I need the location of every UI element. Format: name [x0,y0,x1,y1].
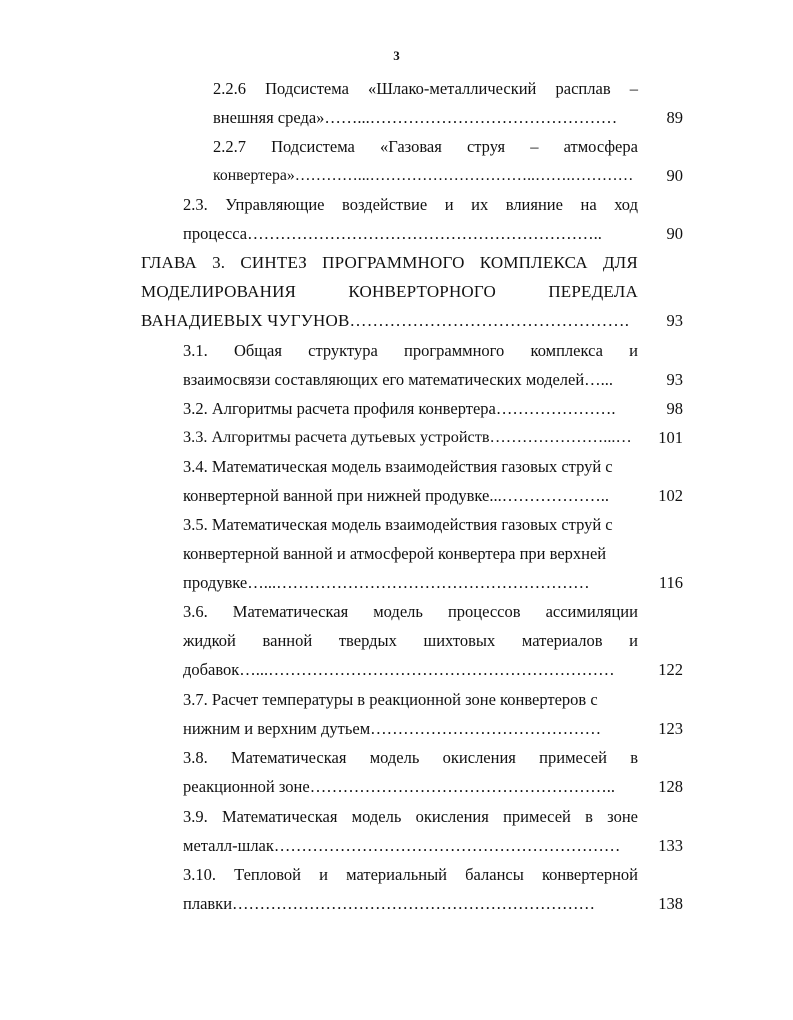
toc-entry-line [183,685,638,714]
toc-text: твердых [338,631,397,650]
toc-text: конвертера»…………...…………………………..…….………… [213,167,634,184]
toc-text: продувке…...………………………………………………… [183,573,590,592]
toc-entry-line [141,277,638,306]
toc-text: – [629,79,638,98]
toc-text: Математическая [222,807,338,826]
toc-text: расплав [555,79,611,98]
toc-entry-line [183,336,638,365]
toc-page-number: 101 [658,428,683,447]
toc-entry-line [183,597,638,626]
toc-text: 3.10. [183,865,216,884]
toc-entry-line [183,889,638,918]
toc-entry-line [183,510,638,539]
toc-text: ход [614,195,638,214]
toc-text: в [585,807,593,826]
toc-text: конвертерной ванной при нижней продувке...……………….. [183,486,609,505]
toc-entry-line [183,802,638,831]
toc-text: 2.2.6 [213,79,246,98]
toc-text: 3. [212,253,226,272]
toc-entry-line [183,568,638,597]
toc-entry-line [183,714,638,743]
toc-text: ДЛЯ [602,253,638,272]
toc-text: Управляющие [225,195,325,214]
toc-entry-line [183,772,638,801]
toc-entry-line [141,248,638,277]
toc-text: реакционной зоне……………………………………………….. [183,777,615,796]
toc-text: зоне [607,807,638,826]
toc-text: программного [404,341,505,360]
toc-entry-line [183,423,638,452]
toc-entry-line [213,74,638,103]
toc-text: ванной [262,631,313,650]
toc-text: 3.4. Математическая модель взаимодействия газовых струй с [183,457,613,476]
toc-text: материальный [346,865,447,884]
toc-text: МОДЕЛИРОВАНИЯ [141,282,297,301]
toc-entry-line [183,452,638,481]
toc-entry [183,743,638,801]
toc-text: процессов [447,602,521,621]
toc-text: комплекса [530,341,603,360]
toc-entry-line [183,481,638,510]
toc-text: 3.3. Алгоритмы расчета дутьевых устройств…………………...… [183,428,632,446]
toc-page-number: 98 [666,399,683,418]
toc-entry-line [141,306,638,335]
toc-text: 2.2.7 [213,137,246,156]
toc-page-number: 90 [666,224,683,243]
toc-text: примесей [539,748,607,767]
toc-text: процесса……………………………………………………….. [183,224,602,243]
toc-text: влияние [505,195,563,214]
toc-page-number: 128 [658,777,683,796]
toc-text: ГЛАВА [141,253,197,272]
toc-entry-line [183,743,638,772]
toc-text: КОНВЕРТОРНОГО [348,282,496,301]
toc-entry-line [183,365,638,394]
toc-page-number: 93 [666,311,683,330]
toc-text: внешняя среда»……...……………………………………… [213,108,618,127]
toc-text: Общая [233,341,282,360]
toc-entry [141,248,638,335]
page-number: 3 [393,48,400,63]
toc-entry-line [183,190,638,219]
toc-text: и [444,195,454,214]
toc-entry-line [183,626,638,655]
toc-entry [183,394,638,423]
toc-entry-line [213,132,638,161]
toc-page-number: 90 [666,166,683,185]
toc-text: струя [466,137,506,156]
toc-text: структура [308,341,378,360]
toc-page-number: 93 [666,370,683,389]
toc-text: 3.9. [183,807,208,826]
toc-text: 3.2. Алгоритмы расчета профиля конвертера…………………. [183,399,616,418]
toc-text: 3.7. Расчет температуры в реакционной зоне конвертеров с [183,690,598,709]
toc-entry [183,452,638,510]
toc-entry-line [183,394,638,423]
toc-text: и [319,865,329,884]
toc-text: ВАНАДИЕВЫХ ЧУГУНОВ…………………………………………. [141,311,630,330]
toc-text: на [580,195,597,214]
toc-text: материалов [521,631,603,650]
toc-text: 2.3. [183,195,208,214]
toc-page-number: 138 [658,894,683,913]
toc-entry [183,510,638,597]
toc-text: модель [369,748,420,767]
toc-text: 3.1. [183,341,208,360]
toc-entry-line [213,161,638,190]
toc-text: в [630,748,638,767]
toc-text: «Шлако-металлический [368,79,537,98]
toc-text: плавки………………………………………………………… [183,894,596,913]
toc-entry-line [183,831,638,860]
toc-page-number: 123 [658,719,683,738]
toc-text: 3.5. Математическая модель взаимодействия газовых струй с [183,515,613,534]
toc-text: модель [373,602,423,621]
toc-entry [183,190,638,248]
toc-text: Математическая [231,748,347,767]
toc-text: и [629,341,638,360]
toc-text: окисления [415,807,489,826]
toc-text: Подсистема [265,79,349,98]
toc-text: Подсистема [271,137,355,156]
toc-text: модель [351,807,402,826]
toc-text: воздействие [342,195,428,214]
toc-text: жидкой [183,631,236,650]
toc-text: металл-шлак……………………………………………………… [183,836,621,855]
toc-text: СИНТЕЗ [240,253,307,272]
toc-text: и [629,631,638,650]
toc-page-number: 89 [666,108,683,127]
toc-page-number: 116 [658,573,683,592]
toc-text: Математическая [232,602,349,621]
toc-entry [183,685,638,743]
toc-text: шихтовых [423,631,496,650]
toc-entry [183,802,638,860]
toc-text: – [530,137,539,156]
toc-page-number: 133 [658,836,683,855]
toc-text: балансы [465,865,524,884]
toc-entry-line [183,655,638,684]
toc-text: окисления [442,748,516,767]
toc-text: ПРОГРАММНОГО [322,253,465,272]
toc-text: «Газовая [379,137,442,156]
toc-text: 3.8. [183,748,208,767]
toc-page-number: 102 [658,486,683,505]
toc-entry-line [213,103,638,132]
toc-text: нижним и верхним дутьем…………………………………… [183,719,602,738]
toc-entry [183,597,638,684]
toc-text: их [471,195,489,214]
toc-entry [183,423,638,452]
toc-text: конвертерной ванной и атмосферой конвертера при верхней [183,544,607,563]
toc-text: Тепловой [234,865,302,884]
toc-entry [183,336,638,394]
toc-text: добавок…...……………………………………………………… [183,660,615,679]
toc-entry [213,74,638,132]
toc-text: взаимосвязи составляющих его математических моделей…... [183,370,614,389]
toc-text: конвертерной [541,865,638,884]
toc-entry [213,132,638,190]
toc-text: атмосфера [563,137,638,156]
toc-text: ассимиляции [545,602,638,621]
toc-entry [183,860,638,918]
toc-page-number: 122 [658,660,683,679]
toc-text: КОМПЛЕКСА [479,253,588,272]
toc-text: 3.6. [183,602,208,621]
toc-text: ПЕРЕДЕЛА [548,282,638,301]
toc-entry-line [183,860,638,889]
toc-text: примесей [503,807,571,826]
toc-entry-line [183,539,638,568]
toc-entry-line [183,219,638,248]
